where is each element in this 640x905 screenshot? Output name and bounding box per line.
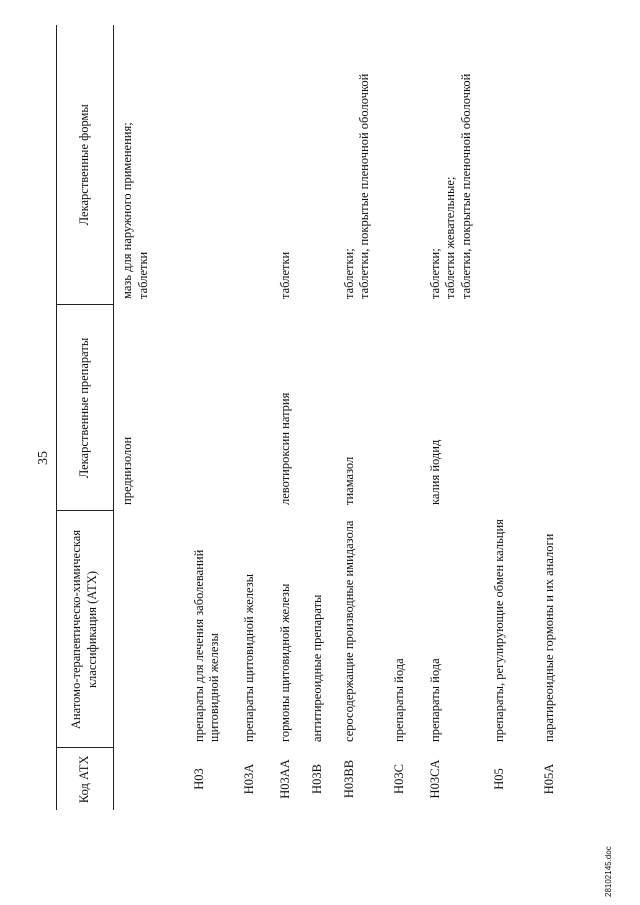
cell-atx-classification: гормоны щитовидной железы: [277, 583, 292, 742]
cell-atx-code: [114, 748, 186, 810]
cell-atx-classification: препараты йода: [391, 658, 406, 742]
table-row: [304, 25, 336, 810]
cell-drug: левотироксин натрия: [277, 392, 292, 505]
cell-drug: [304, 305, 336, 511]
cell-atx-classification: препараты, регулирующие обмен кальция: [491, 519, 506, 742]
table-row: [386, 25, 422, 810]
cell-dosage-forms: [236, 25, 272, 305]
cell-atx-code: H03C: [391, 764, 406, 794]
cell-atx-code: H03B: [309, 764, 324, 794]
cell-drug: преднизолон: [120, 436, 134, 505]
table-body: [114, 25, 574, 810]
cell-atx-classification: серосодержащие производные имидазола: [341, 520, 356, 742]
cell-atx-classification: препараты для лечения заболеваний щитовидной железы: [191, 549, 222, 742]
table-row: [114, 25, 186, 810]
cell-dosage-forms: таблетки; таблетки, покрытые пленочной оболочкой: [341, 73, 372, 299]
page-number: 35: [36, 451, 51, 465]
cell-dosage-forms: [304, 25, 336, 305]
cell-atx-classification: антитиреоидные препараты: [309, 594, 324, 742]
table-row: [486, 25, 536, 810]
cell-atx-classification: препараты йода: [427, 658, 442, 742]
cell-dosage-forms: таблетки: [277, 251, 292, 299]
cell-atx-code: H05A: [541, 763, 556, 795]
table-row: [336, 25, 386, 810]
cell-atx-code: H05: [491, 768, 506, 790]
cell-drug: [186, 305, 236, 511]
cell-dosage-forms: таблетки; таблетки жевательные; таблетки, покрытые пленочной оболочкой: [427, 73, 473, 299]
cell-drug: [536, 305, 574, 511]
table-row: [186, 25, 236, 810]
header-atx-classification: Анатомо-терапевтическо-химическая классификация (АТХ): [57, 511, 114, 748]
cell-dosage-forms: [386, 25, 422, 305]
table-row: [272, 25, 304, 810]
header-dosage-forms: Лекарственные формы: [57, 25, 114, 305]
table-row: [422, 25, 486, 810]
cell-dosage-forms: [186, 25, 236, 305]
cell-drug: [236, 305, 272, 511]
table-header-row: [57, 25, 114, 810]
cell-dosage-forms: мазь для наружного применения; таблетки: [120, 122, 150, 299]
cell-dosage-forms: [486, 25, 536, 305]
cell-drug: калия йодид: [427, 439, 442, 505]
table-row: [236, 25, 272, 810]
cell-drug: тиамазол: [341, 456, 356, 505]
cell-atx-code: H03CA: [427, 759, 442, 799]
cell-atx-code: H03A: [241, 763, 256, 795]
cell-drug: [386, 305, 422, 511]
cell-atx-code: H03: [191, 768, 206, 790]
cell-atx-classification: [114, 511, 186, 748]
table-row: [536, 25, 574, 810]
cell-atx-classification: препараты щитовидной железы: [241, 573, 256, 742]
cell-atx-classification: паратиреоидные гормоны и их аналоги: [541, 533, 556, 742]
cell-atx-code: H03BB: [341, 759, 356, 799]
header-drugs: Лекарственные препараты: [57, 305, 114, 511]
cell-dosage-forms: [536, 25, 574, 305]
cell-drug: [486, 305, 536, 511]
cell-atx-code: H03AA: [277, 759, 292, 799]
document-code: 28102145.doc: [604, 846, 613, 897]
header-atx-code: Код АТХ: [57, 748, 114, 810]
atx-table: [56, 25, 574, 810]
